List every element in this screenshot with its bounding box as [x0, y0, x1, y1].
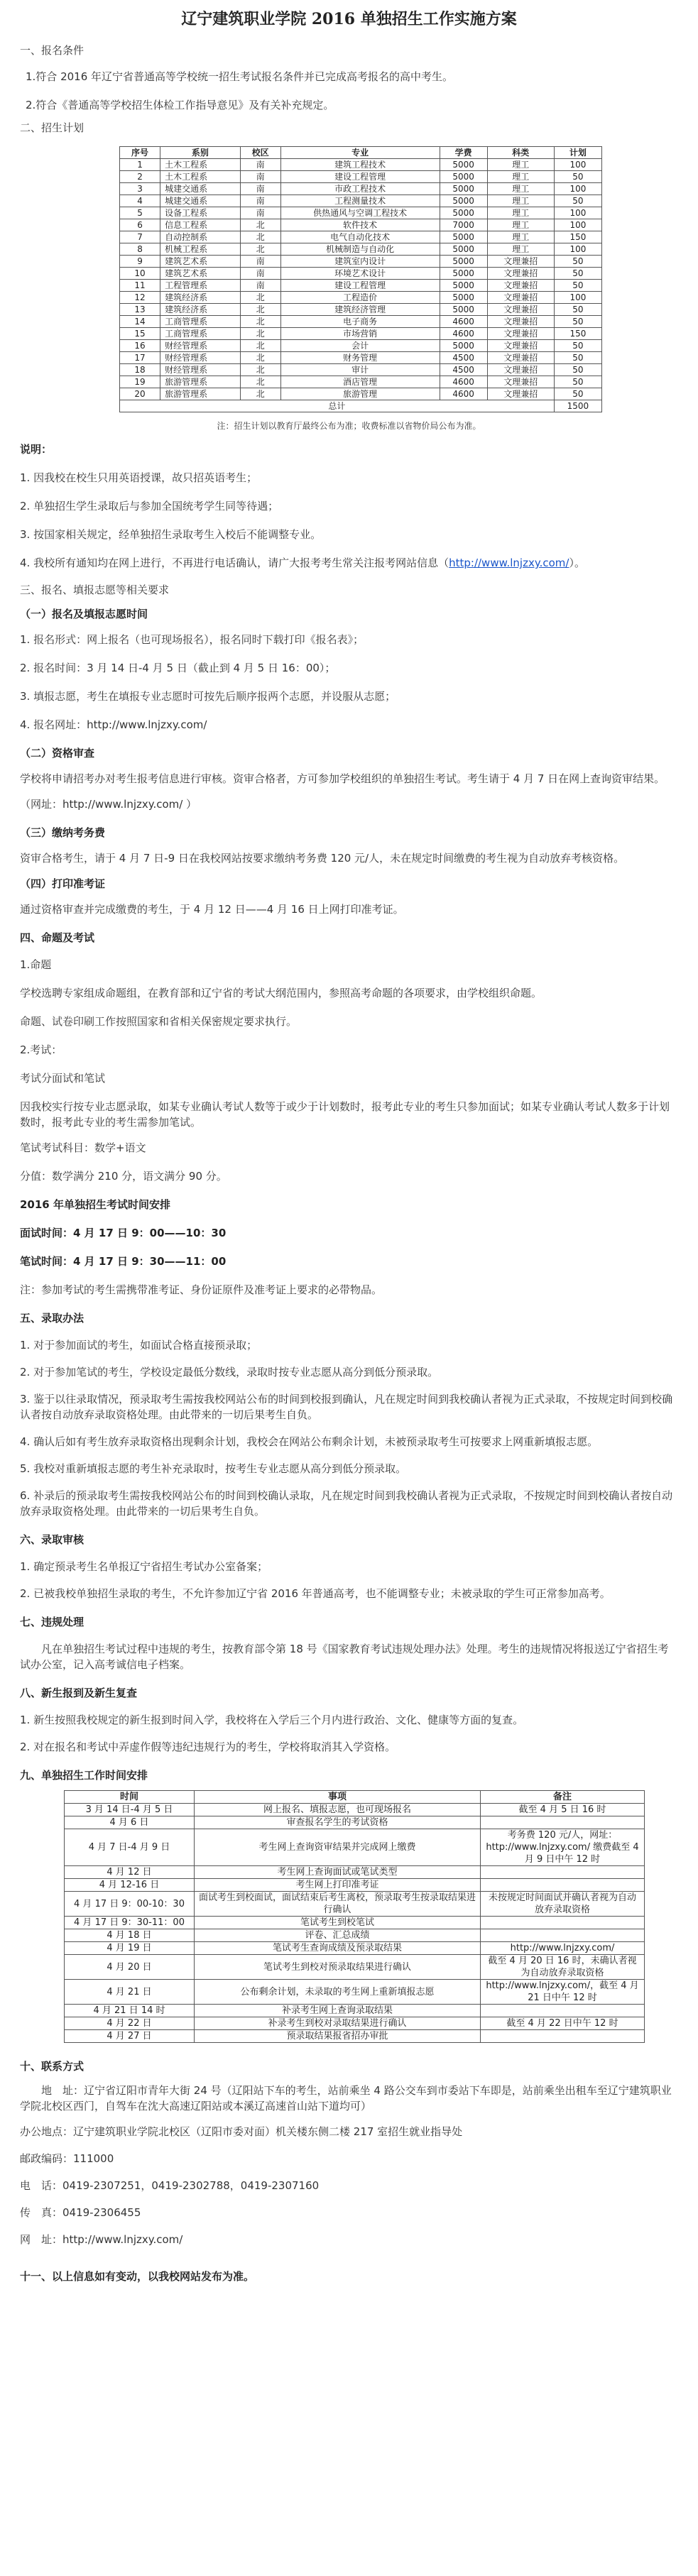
- table-cell: 北: [240, 219, 280, 231]
- col-header: 序号: [120, 147, 160, 159]
- table-cell: 工程造价: [280, 292, 440, 304]
- table-cell: 50: [554, 268, 601, 280]
- table-cell: [481, 1866, 645, 1879]
- table-cell: 50: [554, 352, 601, 364]
- table-cell: 文理兼招: [487, 388, 554, 400]
- table-cell: 13: [120, 304, 160, 316]
- table-cell: 4 月 21 日: [65, 1980, 195, 2005]
- table-cell: 4600: [440, 388, 487, 400]
- section3-sub4-heading: （四）打印准考证: [20, 877, 106, 890]
- table-cell: 北: [240, 376, 280, 388]
- section7-text: 凡在单独招生考试过程中违规的考生，按教育部令第 18 号《国家教育考试违规处理办法》处理。考生的违规情况将报送辽宁省招生考试办公室，记入高考诚信电子档案。: [20, 1643, 669, 1671]
- section3-sub1-heading: （一）报名及填报志愿时间: [20, 608, 148, 620]
- sub3-text: 资审合格考生，请于 4 月 7 日-9 日在我校网站按要求缴纳考务费 120 元/人，未在规定时间缴费的考生视为自动放弃考核资格。: [20, 852, 625, 865]
- table-cell: 100: [554, 219, 601, 231]
- table-cell: 网上报名、填报志愿，也可现场报名: [195, 1804, 481, 1816]
- table-row: [120, 280, 602, 292]
- table-cell: 50: [554, 280, 601, 292]
- table-cell: 财经管理系: [160, 352, 241, 364]
- table-cell: 4600: [440, 376, 487, 388]
- section4-p4: 分值：数学满分 210 分，语文满分 90 分。: [20, 1170, 227, 1183]
- table-cell: 5000: [440, 159, 487, 171]
- explain-item-4-suffix: ）。: [569, 557, 585, 569]
- table-cell: 100: [554, 183, 601, 195]
- table-cell: 笔试考生查询成绩及预录取结果: [195, 1942, 481, 1955]
- table-cell: 5000: [440, 231, 487, 243]
- table-cell: 理工: [487, 207, 554, 219]
- table-cell: 4600: [440, 328, 487, 340]
- section1-item-2: 2.符合《普通高等学校招生体检工作指导意见》及有关补充规定。: [26, 99, 334, 111]
- table-cell: 50: [554, 388, 601, 400]
- table-cell: 4 月 7 日-4 月 9 日: [65, 1829, 195, 1866]
- contact-web: 网 址：http://www.lnjzxy.com/: [20, 2233, 183, 2246]
- table-cell: 评卷、汇总成绩: [195, 1929, 481, 1942]
- table-cell: 北: [240, 316, 280, 328]
- explain-item-2: 2. 单独招生学生录取后与参加全国统考学生同等待遇；: [20, 500, 279, 513]
- table-cell: 建筑经济系: [160, 304, 241, 316]
- table-cell: 12: [120, 292, 160, 304]
- sub1-item-1: 1. 报名形式：网上报名（也可现场报名），报名同时下载打印《报名表》；: [20, 633, 364, 646]
- table-cell: 7000: [440, 219, 487, 231]
- total-label: 总计: [120, 400, 555, 412]
- table-cell: 文理兼招: [487, 280, 554, 292]
- section1-item-1: 1.符合 2016 年辽宁省普通高等学校统一招生考试报名条件并已完成高考报名的高中考生。: [26, 70, 454, 83]
- table-cell: 考生网上打印准考证: [195, 1879, 481, 1892]
- table-row: [120, 231, 602, 243]
- table-row: [120, 207, 602, 219]
- table-cell: 财经管理系: [160, 364, 241, 376]
- section4-p1: 学校选聘专家组成命题组，在教育部和辽宁省的考试大纲范围内，参照高考命题的各项要求，由学校组织命题。: [20, 987, 542, 999]
- table-cell: 5000: [440, 171, 487, 183]
- table-cell: 建筑经济管理: [280, 304, 440, 316]
- table-row: [65, 1892, 645, 1917]
- table-row: [120, 328, 602, 340]
- table-row: [120, 219, 602, 231]
- table-row: [120, 243, 602, 256]
- table-cell: 未按规定时间面试并确认者视为自动放弃录取资格: [481, 1892, 645, 1917]
- table-cell: 17: [120, 352, 160, 364]
- col-header: 学费: [440, 147, 487, 159]
- section3-heading: 三、报名、填报志愿等相关要求: [20, 583, 170, 596]
- table-cell: 50: [554, 376, 601, 388]
- table-total-row: [120, 400, 602, 412]
- table-cell: 电气自动化技术: [280, 231, 440, 243]
- contact-office: 办公地点：辽宁建筑职业学院北校区（辽阳市委对面）机关楼东侧二楼 217 室招生就业指导处: [20, 2125, 463, 2138]
- table-cell: 补录考生到校对录取结果进行确认: [195, 2017, 481, 2030]
- table-cell: 截至 4 月 5 日 16 时: [481, 1804, 645, 1816]
- table-row: [65, 1816, 645, 1829]
- explain-heading: 说明：: [20, 443, 53, 456]
- table-cell: 100: [554, 159, 601, 171]
- table-cell: 文理兼招: [487, 352, 554, 364]
- contact-fax: 传 真：0419-2306455: [20, 2206, 141, 2219]
- table-row: [65, 2017, 645, 2030]
- table-cell: 文理兼招: [487, 256, 554, 268]
- table-cell: [481, 2030, 645, 2043]
- table-cell: 考生网上查询面试或笔试类型: [195, 1866, 481, 1879]
- section2-heading: 二、招生计划: [20, 121, 84, 134]
- section4-p2-heading: 2.考试：: [20, 1043, 62, 1056]
- contact-address: 地 址：辽宁省辽阳市青年大街 24 号（辽阳站下车的考生，站前乘坐 4 路公交车到市委站下车即是，站前乘坐出租车至辽宁建筑职业学院北校区西门，自驾车在沈大高速辽阳站或本溪辽高速首山站下道均可）: [20, 2084, 672, 2112]
- table-cell: 旅游管理系: [160, 376, 241, 388]
- table-row: [65, 1866, 645, 1879]
- table-cell: 文理兼招: [487, 328, 554, 340]
- table-cell: [481, 1879, 645, 1892]
- table-cell: 文理兼招: [487, 364, 554, 376]
- table-cell: 南: [240, 280, 280, 292]
- table-header-row: [120, 147, 602, 159]
- table-row: [120, 183, 602, 195]
- table-cell: 4 月 19 日: [65, 1942, 195, 1955]
- table-cell: 财务管理: [280, 352, 440, 364]
- table-cell: 城建交通系: [160, 183, 241, 195]
- total-value: 1500: [554, 400, 601, 412]
- section4-p1b: 命题、试卷印刷工作按照国家和省相关保密规定要求执行。: [20, 1015, 298, 1028]
- table-cell: 旅游管理: [280, 388, 440, 400]
- table-cell: 南: [240, 171, 280, 183]
- table-cell: 5000: [440, 340, 487, 352]
- table-cell: 面试考生到校面试，面试结束后考生离校，预录取考生按录取结果进行确认: [195, 1892, 481, 1917]
- table-row: [120, 340, 602, 352]
- col-header: 时间: [65, 1791, 195, 1804]
- table-note: 注：招生计划以教育厅最终公布为准；收费标准以省物价局公布为准。: [217, 421, 481, 431]
- table-cell: 5000: [440, 183, 487, 195]
- table-cell: 会计: [280, 340, 440, 352]
- section5-item-5: 5. 我校对重新填报志愿的考生补充录取时，按考生专业志愿从高分到低分预录取。: [20, 1462, 407, 1475]
- table-row: [65, 1955, 645, 1980]
- table-cell: 理工: [487, 195, 554, 207]
- table-cell: 工程管理系: [160, 280, 241, 292]
- table-cell: 旅游管理系: [160, 388, 241, 400]
- table-cell: 南: [240, 256, 280, 268]
- table-cell: 北: [240, 364, 280, 376]
- table-cell: 工商管理系: [160, 316, 241, 328]
- table-header-row: [65, 1791, 645, 1804]
- section4-p2-sub: 考试分面试和笔试: [20, 1072, 106, 1085]
- table-cell: 供热通风与空调工程技术: [280, 207, 440, 219]
- table-cell: 市政工程技术: [280, 183, 440, 195]
- col-header: 事项: [195, 1791, 481, 1804]
- table-row: [120, 352, 602, 364]
- table-cell: 4 月 18 日: [65, 1929, 195, 1942]
- sub1-item-2: 2. 报名时间：3 月 14 日-4 月 5 日（截止到 4 月 5 日 16：00）；: [20, 662, 336, 674]
- table-cell: 考务费 120 元/人，网址：http://www.lnjzxy.com/ 缴费截至 4 月 9 日中午 12 时: [481, 1829, 645, 1866]
- table-cell: 环境艺术设计: [280, 268, 440, 280]
- table-cell: 10: [120, 268, 160, 280]
- table-cell: 南: [240, 183, 280, 195]
- table-cell: 自动控制系: [160, 231, 241, 243]
- table-cell: 100: [554, 207, 601, 219]
- interview-time: 面试时间：4 月 17 日 9：00——10：30: [20, 1227, 227, 1239]
- table-cell: 100: [554, 243, 601, 256]
- table-cell: 5000: [440, 256, 487, 268]
- table-row: [65, 1829, 645, 1866]
- table-cell: 软件技术: [280, 219, 440, 231]
- table-cell: 北: [240, 328, 280, 340]
- table-cell: 100: [554, 292, 601, 304]
- table-cell: 14: [120, 316, 160, 328]
- table-cell: 北: [240, 304, 280, 316]
- table-cell: 文理兼招: [487, 304, 554, 316]
- section8-item-2: 2. 对在报名和考试中弄虚作假等违纪违规行为的考生，学校将取消其入学资格。: [20, 1741, 396, 1753]
- table-cell: 3 月 14 日-4 月 5 日: [65, 1804, 195, 1816]
- table-cell: 笔试考生到校笔试: [195, 1917, 481, 1929]
- table-cell: 11: [120, 280, 160, 292]
- table-cell: 20: [120, 388, 160, 400]
- table-cell: 4600: [440, 316, 487, 328]
- table-cell: 电子商务: [280, 316, 440, 328]
- table-cell: 5: [120, 207, 160, 219]
- section4-p1-heading: 1.命题: [20, 958, 52, 971]
- table-row: [65, 1804, 645, 1816]
- table-cell: 4 月 17 日 9：00-10：30: [65, 1892, 195, 1917]
- table-cell: 北: [240, 292, 280, 304]
- table-cell: [481, 1917, 645, 1929]
- table-cell: 6: [120, 219, 160, 231]
- table-cell: 工商管理系: [160, 328, 241, 340]
- work-schedule-table: [64, 1790, 645, 2043]
- table-cell: 4 月 12-16 日: [65, 1879, 195, 1892]
- table-row: [65, 2030, 645, 2043]
- table-cell: 补录考生网上查询录取结果: [195, 2005, 481, 2017]
- explain-item-4: [20, 555, 678, 571]
- table-cell: 50: [554, 256, 601, 268]
- sub1-item-4: 4. 报名网址：http://www.lnjzxy.com/: [20, 718, 207, 731]
- table-cell: 北: [240, 231, 280, 243]
- table-cell: 50: [554, 171, 601, 183]
- section6-item-1: 1. 确定预录考生名单报辽宁省招生考试办公室备案；: [20, 1560, 268, 1573]
- table-cell: 2: [120, 171, 160, 183]
- table-cell: 北: [240, 388, 280, 400]
- table-cell: 1: [120, 159, 160, 171]
- table-cell: 4500: [440, 352, 487, 364]
- table-row: [120, 304, 602, 316]
- table-cell: 北: [240, 243, 280, 256]
- table-cell: 50: [554, 316, 601, 328]
- section4-heading: 四、命题及考试: [20, 931, 95, 944]
- written-time: 笔试时间：4 月 17 日 9：30——11：00: [20, 1255, 227, 1268]
- table-cell: 9: [120, 256, 160, 268]
- section1-heading: 一、报名条件: [20, 44, 84, 57]
- section5-item-6: 6. 补录后的预录取考生需按我校网站公布的时间到校确认录取，凡在规定时间到我校确认者视为正式录取，不按规定时间到校确认者按自动放弃录取资格处理。由此带来的一切后果考生自负。: [20, 1489, 673, 1518]
- table-row: [65, 1917, 645, 1929]
- table-cell: 信息工程系: [160, 219, 241, 231]
- col-header: 科类: [487, 147, 554, 159]
- table-row: [120, 159, 602, 171]
- table-cell: 工程测量技术: [280, 195, 440, 207]
- table-cell: http://www.lnjzxy.com/，截至 4 月 21 日中午 12 时: [481, 1980, 645, 2005]
- section6-item-2: 2. 已被我校单独招生录取的考生，不允许参加辽宁省 2016 年普通高考，也不能调整专业；未被录取的学生可正常参加高考。: [20, 1587, 611, 1600]
- section3-sub2-heading: （二）资格审查: [20, 747, 95, 760]
- table-cell: 4 月 20 日: [65, 1955, 195, 1980]
- table-row: [65, 1879, 645, 1892]
- col-header: 系别: [160, 147, 241, 159]
- table-cell: 50: [554, 340, 601, 352]
- table-cell: 文理兼招: [487, 376, 554, 388]
- section5-item-3: 3. 鉴于以往录取情况，预录取考生需按我校网站公布的时间到校报到确认，凡在规定时间到我校确认者视为正式录取，不按规定时间到校确认者按自动放弃录取资格处理。由此带来的一切后果考生自负。: [20, 1393, 673, 1421]
- table-cell: 市场营销: [280, 328, 440, 340]
- table-cell: 4 月 12 日: [65, 1866, 195, 1879]
- schedule-table-body: [65, 1804, 645, 2043]
- table-row: [65, 1929, 645, 1942]
- table-cell: 建筑艺术系: [160, 256, 241, 268]
- explain-item-4-prefix: 4. 我校所有通知均在网上进行，不再进行电话确认，请广大报考考生常关注报考网站信息（: [20, 557, 449, 569]
- exam-schedule-heading: 2016 年单独招生考试时间安排: [20, 1198, 170, 1211]
- table-cell: 50: [554, 195, 601, 207]
- table-cell: 5000: [440, 292, 487, 304]
- table-cell: 文理兼招: [487, 268, 554, 280]
- table-row: [120, 364, 602, 376]
- explain-item-3: 3. 按国家相关规定，经单独招生录取考生入校后不能调整专业。: [20, 528, 322, 541]
- table-cell: 4500: [440, 364, 487, 376]
- table-cell: 5000: [440, 207, 487, 219]
- table-cell: 8: [120, 243, 160, 256]
- contact-phone: 电 话：0419-2307251，0419-2302788，0419-2307160: [20, 2179, 320, 2192]
- table-row: [120, 268, 602, 280]
- table-row: [120, 171, 602, 183]
- table-cell: 理工: [487, 219, 554, 231]
- table-cell: [481, 1816, 645, 1829]
- table-cell: 设备工程系: [160, 207, 241, 219]
- section8-heading: 八、新生报到及新生复查: [20, 1687, 138, 1699]
- sub1-item-3: 3. 填报志愿，考生在填报专业志愿时可按先后顺序报两个志愿，并设服从志愿；: [20, 690, 396, 703]
- section10-heading: 十、联系方式: [20, 2060, 84, 2073]
- table-cell: 15: [120, 328, 160, 340]
- table-cell: 建筑工程技术: [280, 159, 440, 171]
- table-cell: 建设工程管理: [280, 171, 440, 183]
- table-row: [65, 2005, 645, 2017]
- table-cell: 截至 4 月 20 日 16 时，未确认者视为自动放弃录取资格: [481, 1955, 645, 1980]
- table-cell: 截至 4 月 22 日中午 12 时: [481, 2017, 645, 2030]
- sub2-site: （网址：http://www.lnjzxy.com/ ）: [20, 798, 197, 811]
- section5-item-2: 2. 对于参加笔试的考生，学校设定最低分数线，录取时按专业志愿从高分到低分预录取。: [20, 1366, 439, 1379]
- section8-item-1: 1. 新生按照我校规定的新生报到时间入学，我校将在入学后三个月内进行政治、文化、健康等方面的复查。: [20, 1714, 524, 1726]
- table-cell: 5000: [440, 268, 487, 280]
- section6-heading: 六、录取审核: [20, 1533, 84, 1546]
- table-cell: 5000: [440, 304, 487, 316]
- table-cell: 考生网上查询资审结果并完成网上缴费: [195, 1829, 481, 1866]
- table-row: [120, 316, 602, 328]
- section5-heading: 五、录取办法: [20, 1312, 84, 1325]
- table-cell: 4 月 27 日: [65, 2030, 195, 2043]
- table-cell: 酒店管理: [280, 376, 440, 388]
- table-cell: 4 月 21 日 14 时: [65, 2005, 195, 2017]
- contact-postcode: 邮政编码：111000: [20, 2152, 114, 2165]
- table-cell: 50: [554, 364, 601, 376]
- section3-sub3-heading: （三）缴纳考务费: [20, 826, 106, 839]
- section4-p3: 笔试考试科目：数学+语文: [20, 1141, 146, 1154]
- table-cell: 南: [240, 207, 280, 219]
- table-cell: 5000: [440, 243, 487, 256]
- table-row: [120, 256, 602, 268]
- table-cell: 财经管理系: [160, 340, 241, 352]
- table-cell: 19: [120, 376, 160, 388]
- table-cell: 南: [240, 268, 280, 280]
- table-cell: 文理兼招: [487, 340, 554, 352]
- table-cell: 理工: [487, 159, 554, 171]
- table-cell: 建设工程管理: [280, 280, 440, 292]
- table-cell: 笔试考生到校对预录取结果进行确认: [195, 1955, 481, 1980]
- table-cell: 4: [120, 195, 160, 207]
- section9-heading: 九、单独招生工作时间安排: [20, 1769, 148, 1782]
- table-cell: 18: [120, 364, 160, 376]
- table-cell: 南: [240, 159, 280, 171]
- table-cell: 预录取结果报省招办审批: [195, 2030, 481, 2043]
- table-row: [120, 388, 602, 400]
- table-cell: 南: [240, 195, 280, 207]
- col-header: 备注: [481, 1791, 645, 1804]
- section11-heading: 十一、以上信息如有变动，以我校网站发布为准。: [20, 2270, 255, 2283]
- table-cell: 5000: [440, 280, 487, 292]
- table-cell: 建筑室内设计: [280, 256, 440, 268]
- table-cell: 城建交通系: [160, 195, 241, 207]
- table-cell: 150: [554, 231, 601, 243]
- table-cell: 审计: [280, 364, 440, 376]
- plan-table-body: [120, 159, 602, 400]
- table-cell: 土木工程系: [160, 171, 241, 183]
- explain-item-1: 1. 因我校在校生只用英语授课，故只招英语考生；: [20, 471, 258, 484]
- section4-p2: 因我校实行按专业志愿录取，如某专业确认考试人数等于或少于计划数时，报考此专业的考生只参加面试；如某专业确认考试人数多于计划数时，报考此专业的考生需参加笔试。: [20, 1100, 670, 1129]
- section5-item-4: 4. 确认后如有考生放弃录取资格出现剩余计划，我校会在网站公布剩余计划，未被预录取考生可按要求上网重新填报志愿。: [20, 1435, 599, 1448]
- table-cell: 文理兼招: [487, 316, 554, 328]
- table-cell: 4 月 6 日: [65, 1816, 195, 1829]
- table-cell: 理工: [487, 171, 554, 183]
- website-link[interactable]: http://www.lnjzxy.com/: [449, 557, 569, 569]
- table-cell: [481, 1929, 645, 1942]
- table-row: [65, 1942, 645, 1955]
- col-header: 校区: [240, 147, 280, 159]
- table-cell: 7: [120, 231, 160, 243]
- col-header: 专业: [280, 147, 440, 159]
- table-cell: 机械制造与自动化: [280, 243, 440, 256]
- table-cell: 理工: [487, 231, 554, 243]
- table-row: [120, 195, 602, 207]
- table-cell: 理工: [487, 243, 554, 256]
- col-header: 计划: [554, 147, 601, 159]
- table-cell: 北: [240, 352, 280, 364]
- table-cell: http://www.lnjzxy.com/: [481, 1942, 645, 1955]
- table-cell: 北: [240, 340, 280, 352]
- table-row: [120, 292, 602, 304]
- table-cell: [481, 2005, 645, 2017]
- table-cell: 50: [554, 304, 601, 316]
- table-cell: 150: [554, 328, 601, 340]
- table-cell: 建筑艺术系: [160, 268, 241, 280]
- table-cell: 土木工程系: [160, 159, 241, 171]
- table-cell: 5000: [440, 195, 487, 207]
- table-row: [65, 1980, 645, 2005]
- section7-heading: 七、违规处理: [20, 1616, 84, 1628]
- table-row: [120, 376, 602, 388]
- table-cell: 建筑经济系: [160, 292, 241, 304]
- table-cell: 文理兼招: [487, 292, 554, 304]
- enrollment-plan-table: [119, 146, 602, 412]
- sub2-text: 学校将申请招考办对考生报考信息进行审核。资审合格者，方可参加学校组织的单独招生考试。考生请于 4 月 7 日在网上查询资审结果。: [20, 772, 665, 785]
- table-cell: 公布剩余计划，未录取的考生网上重新填报志愿: [195, 1980, 481, 2005]
- table-cell: 16: [120, 340, 160, 352]
- table-cell: 审查报名学生的考试资格: [195, 1816, 481, 1829]
- table-cell: 3: [120, 183, 160, 195]
- table-cell: 4 月 17 日 9：30-11：00: [65, 1917, 195, 1929]
- page-title: 辽宁建筑职业学院 2016 单独招生工作实施方案: [181, 10, 517, 28]
- table-cell: 4 月 22 日: [65, 2017, 195, 2030]
- section4-note: 注：参加考试的考生需携带准考证、身份证原件及准考证上要求的必带物品。: [20, 1283, 383, 1296]
- table-cell: 机械工程系: [160, 243, 241, 256]
- section5-item-1: 1. 对于参加面试的考生，如面试合格直接预录取；: [20, 1339, 258, 1352]
- table-cell: 理工: [487, 183, 554, 195]
- sub4-text: 通过资格审查并完成缴费的考生，于 4 月 12 日——4 月 16 日上网打印准考证。: [20, 903, 404, 916]
